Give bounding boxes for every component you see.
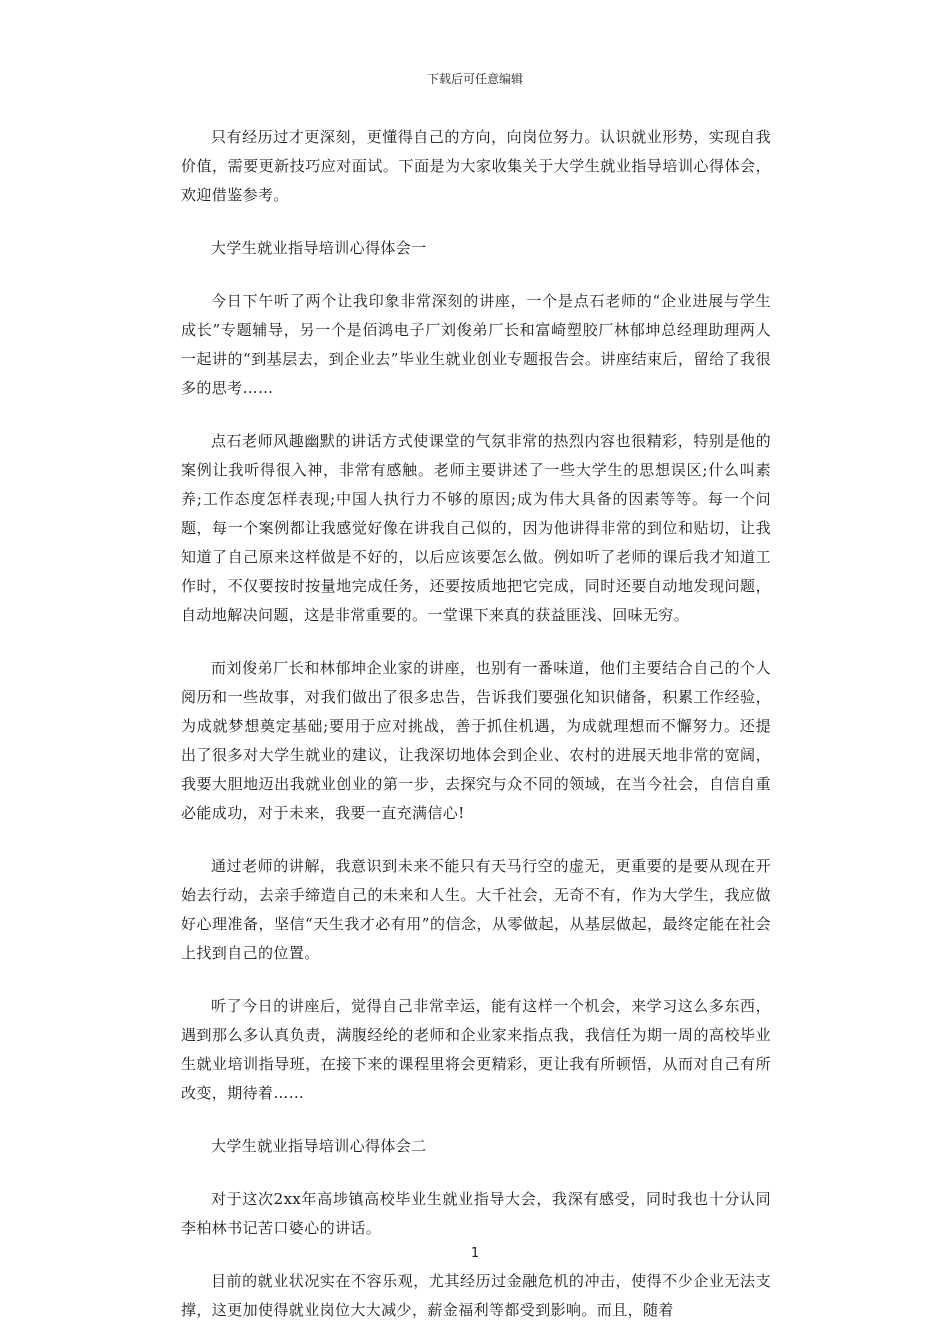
paragraph-1: 今日下午听了两个让我印象非常深刻的讲座，一个是点石老师的“企业进展与学生成长”专题辅导，另一个是佰鸿电子厂刘俊弟厂长和富崎塑胶厂林郁坤总经理助理两人一起讲的“到基层去，到企业去”毕业生就业创业专题报告会。讲座结束后，留给了我很多的思考…… (181, 292, 771, 397)
paragraph-spacer (181, 1108, 771, 1132)
paragraph-spacer (181, 210, 771, 234)
section-heading-1: 大学生就业指导培训心得体会一 (211, 239, 427, 257)
paragraph-4: 通过老师的讲解，我意识到未来不能只有天马行空的虚无，更重要的是要从现在开始去行动，去亲手缔造自己的未来和人生。大千社会，无奇不有，作为大学生，我应做好心理准备，坚信“天生我才必有用”的信念，从零做起，从基层做起，最终定能在社会上找到自己的位置。 (181, 857, 771, 962)
section-heading-2: 大学生就业指导培训心得体会二 (211, 1137, 427, 1155)
page-header: 下载后可任意编辑 (426, 72, 523, 86)
paragraph-7: 目前的就业状况实在不容乐观，尤其经历过金融危机的冲击，使得不少企业无法支撑，这更加使得就业岗位大大减少，薪金福利等都受到影响。而且，随着 (181, 1272, 771, 1319)
paragraph-spacer (181, 263, 771, 287)
paragraph-5: 听了今日的讲座后，觉得自己非常幸运，能有这样一个机会，来学习这么多东西，遇到那么多认真负责，满腹经纶的老师和企业家来指点我，我信任为期一周的高校毕业生就业培训指导班，在接下来的课程里将会更精彩，更让我有所顿悟，从而对自己有所改变，期待着…… (181, 997, 771, 1102)
intro-paragraph: 只有经历过才更深刻，更懂得自己的方向，向岗位努力。认识就业形势，实现自我价值，需要更新技巧应对面试。下面是为大家收集关于大学生就业指导培训心得体会，欢迎借鉴参考。 (181, 128, 771, 204)
paragraph-spacer (181, 828, 771, 852)
paragraph-spacer (181, 630, 771, 654)
paragraph-spacer (181, 403, 771, 427)
page-number: 1 (470, 1246, 480, 1261)
paragraph-3: 而刘俊弟厂长和林郁坤企业家的讲座，也别有一番味道，他们主要结合自己的个人阅历和一些故事，对我们做出了很多忠告，告诉我们要强化知识储备，积累工作经验，为成就梦想奠定基础;要用于应对挑战，善于抓住机遇，为成就理想而不懈努力。还提出了很多对大学生就业的建议，让我深切地体会到企业、农村的进展天地非常的宽阔，我要大胆地迈出我就业创业的第一步，去探究与众不同的领域，在当今社会，自信自重必能成功，对于未来，我要一直充满信心! (181, 659, 771, 822)
paragraph-spacer (181, 968, 771, 992)
paragraph-2: 点石老师风趣幽默的讲话方式使课堂的气氛非常的热烈内容也很精彩，特别是他的案例让我听得很入神，非常有感触。老师主要讲述了一些大学生的思想误区;什么叫素养;工作态度怎样表现;中国人执行力不够的原因;成为伟大具备的因素等等。每一个问题，每一个案例都让我感觉好像在讲我自己似的，因为他讲得非常的到位和贴切，让我知道了自己原来这样做是不好的，以后应该要怎么做。例如听了老师的课后我才知道工作时，不仅要按时按量地完成任务，还要按质地把它完成，同时还要自动地发现问题，自动地解决问题，这是非常重要的。一堂课下来真的获益匪浅、回味无穷。 (181, 432, 771, 624)
document-body (181, 123, 771, 1325)
paragraph-spacer (181, 1161, 771, 1185)
paragraph-6: 对于这次2xx年高埗镇高校毕业生就业指导大会，我深有感受，同时我也十分认同李柏林书记苦口婆心的讲话。 (181, 1190, 771, 1237)
